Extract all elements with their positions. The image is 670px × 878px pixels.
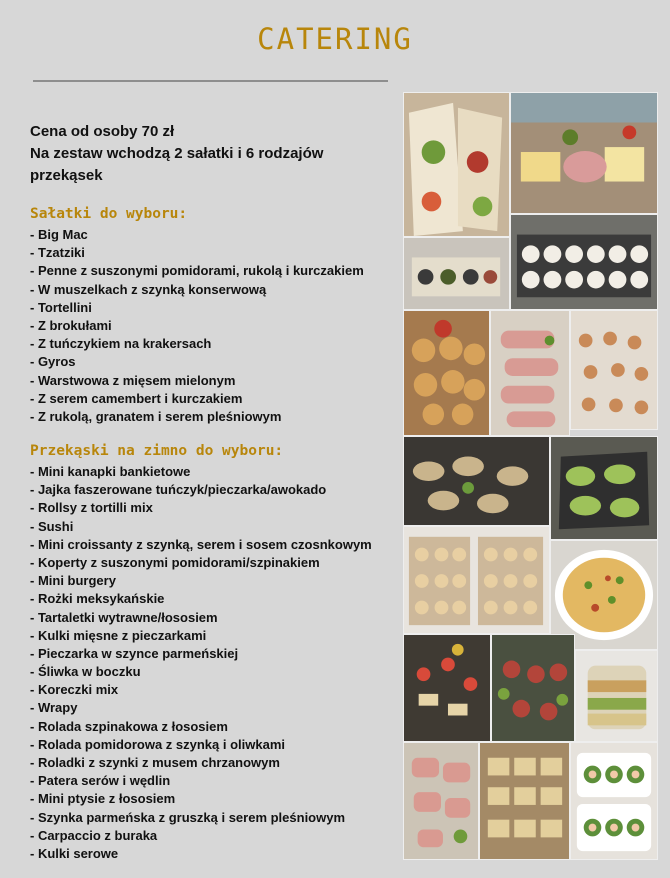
list-item: - Rożki meksykańskie [30,591,165,607]
list-item: - Sushi [30,518,74,534]
photo-ham-platter [403,742,479,860]
divider [33,80,388,82]
list-item: - Z brokułami [30,317,112,333]
page-title: CATERING [257,22,413,56]
photo-tray-appetizers [403,436,550,526]
salads-heading: Sałatki do wyboru: [30,206,188,222]
list-item: - Z serem camembert i kurczakiem [30,390,243,406]
list-item: - Z rukolą, granatem i serem pleśniowym [30,408,282,424]
photo-skewers [403,634,491,742]
photo-mini-puffs [403,526,550,634]
list-item: - Mini burgery [30,573,116,589]
list-item: - Big Mac [30,227,88,242]
list-item: - Koperty z suszonymi pomidorami/szpinakiem [30,554,320,570]
photo-ham-rolls [490,310,570,436]
photo-table-buffet [570,310,658,430]
price-line: Cena od osoby 70 zł [30,123,175,140]
list-item: - Pieczarka w szynce parmeńskiej [30,645,239,661]
list-item: - Roladki z szynki z musem chrzanowym [30,755,280,770]
list-item: - Warstwowa z mięsem mielonym [30,372,236,388]
list-item: - Tzatziki [30,245,85,261]
list-item: - Jajka faszerowane tuńczyk/pieczarka/awokado [30,482,327,498]
photo-cheese-platter [510,92,658,214]
list-item: - Mini kanapki bankietowe [30,464,191,479]
photo-sushi [510,214,658,310]
photo-canapes [479,742,570,860]
list-item: - Mini ptysie z łososiem [30,791,176,807]
snacks-heading: Przekąski na zimno do wyboru: [30,443,284,459]
photo-tortilla-cones [403,310,490,436]
list-item: - Śliwka w boczku [30,664,141,680]
intro-block [30,121,400,187]
photo-lettuce-wraps [550,436,658,540]
list-item: - Szynka parmeńska z gruszką i serem pleśniowym [30,809,346,825]
list-item: - Rolada szpinakowa z łososiem [30,718,228,734]
list-item: - Kulki serowe [30,845,119,861]
list-item: - Penne z suszonymi pomidorami, rukolą i kurczakiem [30,263,364,279]
list-item: - Tartaletki wytrawne/łososiem [30,609,218,625]
list-item: - Koreczki mix [30,682,119,698]
list-item: - Gyros [30,354,76,370]
photo-layered-salad [575,650,658,742]
list-item: - Z tuńczykiem na krakersach [30,336,212,352]
list-item: - Patera serów i wędlin [30,773,171,789]
set-line: Na zestaw wchodzą 2 sałatki i 6 rodzajów przekąsek [30,145,324,184]
list-item: - Rollsy z tortilli mix [30,500,153,516]
list-item: - W muszelkach z szynką konserwową [30,281,267,297]
list-item: - Mini croissanty z szynką, serem i sosem czosnkowym [30,536,372,552]
photo-bacon-plums [491,634,575,742]
salads-list [30,226,364,426]
photo-spinach-roulade [570,742,658,860]
photo-wraps [403,92,510,237]
list-item: - Rolada pomidorowa z szynką i oliwkami [30,736,285,752]
list-item: - Kulki mięsne z pieczarkami [30,627,207,643]
list-item: - Wrapy [30,700,78,716]
list-item: - Tortellini [30,299,92,315]
photo-rolls [403,237,510,310]
snacks-list [30,463,372,863]
list-item: - Carpaccio z buraka [30,827,158,843]
